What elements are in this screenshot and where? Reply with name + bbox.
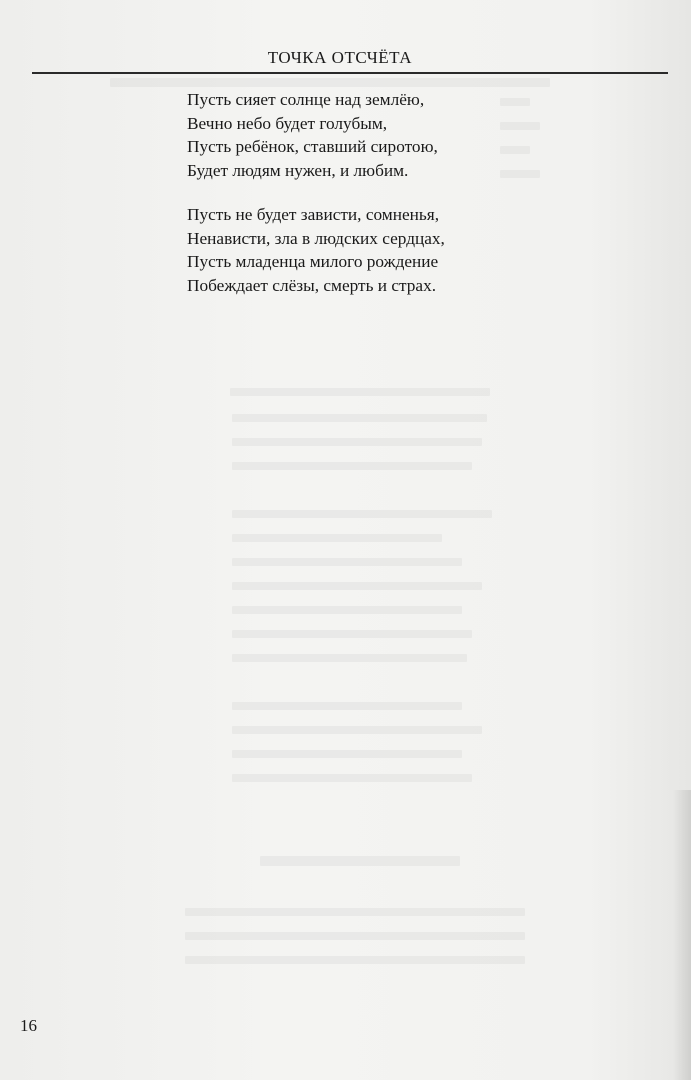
poem-line: Побеждает слёзы, смерть и страх. [187, 275, 437, 295]
poem-line: Пусть младенца милого рождение [187, 252, 439, 271]
poem-line: Ненависти, зла в людских сердцах, [187, 228, 445, 248]
poem [187, 88, 445, 297]
poem-line: Пусть сияет солнце над землёю, [187, 90, 425, 109]
poem-line: Пусть не будет зависти, сомненья, [187, 205, 440, 224]
stanza-2 [187, 203, 445, 297]
running-header-title: ТОЧКА ОТСЧЁТА [267, 48, 412, 67]
header-rule [32, 72, 668, 74]
poem-line: Пусть ребёнок, ставший сиротою, [187, 137, 438, 156]
page-edge-shadow [673, 790, 691, 1080]
page-number: 16 [20, 1016, 37, 1035]
stanza-1 [187, 88, 445, 182]
poem-line: Вечно небо будет голубым, [187, 113, 388, 133]
running-header [32, 46, 668, 76]
poem-line: Будет людям нужен, и любим. [187, 160, 409, 180]
